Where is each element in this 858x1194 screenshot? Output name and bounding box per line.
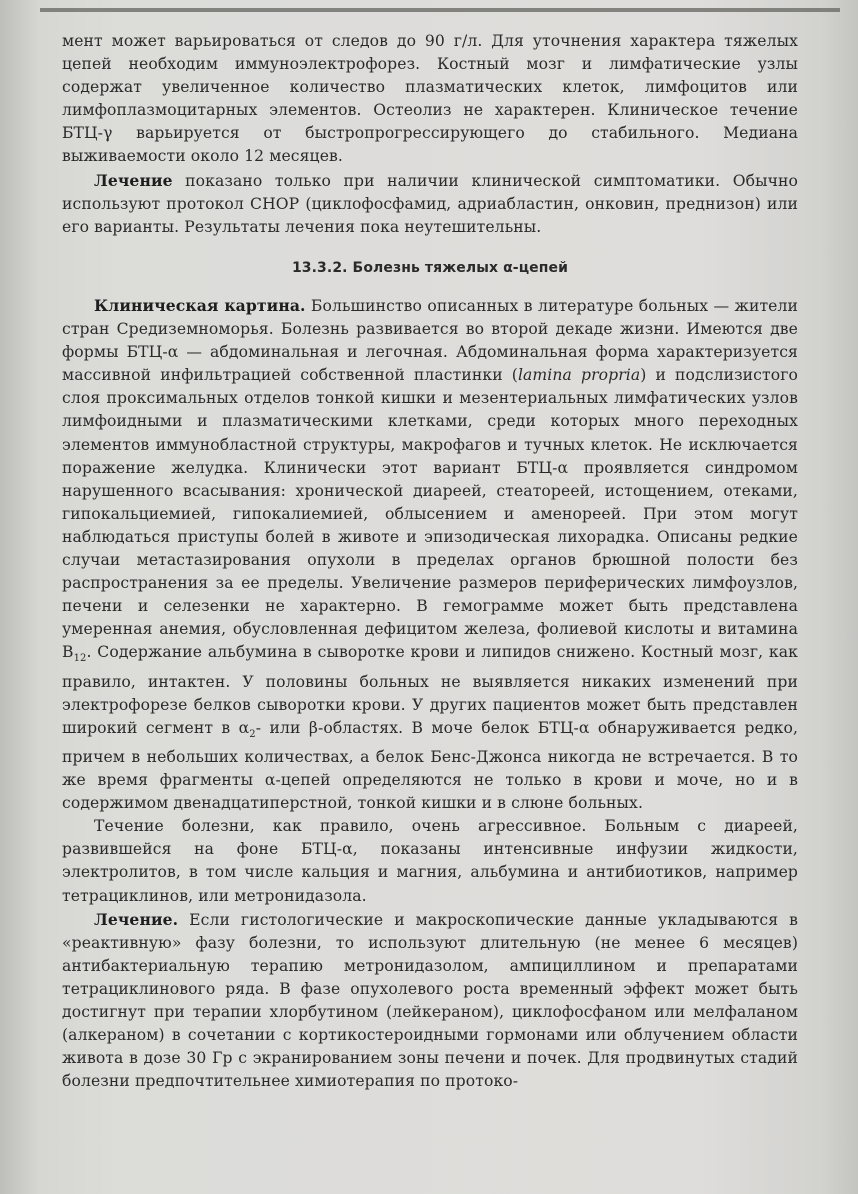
subscript-12: 12	[73, 653, 87, 665]
treatment-lead-2: Лечение.	[94, 909, 179, 929]
latin-term: lamina propria	[517, 366, 641, 385]
page-text	[62, 30, 798, 1093]
treatment-lead: Лечение	[94, 170, 173, 190]
paragraph-4: Течение болезни, как правило, очень агрессивное. Больным с диареей, развившейся на фоне БТЦ-α, показаны интенсивные инфузии жидкости, электролитов, в том числе кальция и магния, альбумина и антибиотиков, например тетрациклинов, или метронидазола.	[62, 817, 798, 905]
paragraph-2: Лечение показано только при наличии клинической симптоматики. Обычно используют протокол CHOP (циклофосфамид, адриабластин, онковин, преднизон) или его варианты. Результаты лечения пока неутешительны.	[62, 170, 798, 236]
paragraph-3: Клиническая картина. Большинство описанных в литературе больных — жители стран Средиземноморья. Болезнь развивается во второй декаде жизни. Имеются две формы БТЦ-α — абдоминальная и легочная. Абдоминальная форма характеризуется массивной инфильтрацией собственной пластинки (lamina propria) и подслизистого слоя проксимальных отделов тонкой кишки и мезентериальных лимфатических узлов лимфоидными и плазматическими клетками, среди которых много переходных элементов иммунобластной структуры, макрофагов и тучных клеток. Не исключается поражение желудка. Клинически этот вариант БТЦ-α проявляется синдромом нарушенного всасывания: хронической диареей, стеатореей, истощением, отеками, гипокальциемией, гипокалиемией, облысением и аменореей. При этом могут наблюдаться приступы болей в животе и эпизодическая лихорадка. Описаны редкие случаи метастазирования опухоли в пределах органов брюшной полости без распространения за ее пределы. Увеличение размеров периферических лимфоузлов, печени и селезенки не характерно. В гемограмме может быть представлена умеренная анемия, обусловленная дефицитом железа, фолиевой кислоты и витамина $B_{12}$. Содержание альбумина в сыворотке крови и липидов снижено. Костный мозг, как правило, интактен. У половины больных не выявляется никаких изменений при электрофорезе белков сыворотки крови. У других пациентов может быть представлен широкий сегмент в $\alpha_2-$ или β-областях. В моче белок БТЦ-α обнаруживается редко, причем в небольших количествах, а белок Бенс-Джонса никогда не встречается. В то же время фрагменты α-цепей определяются не только в крови и моче, но и в содержимом двенадцатиперстной, тонкой кишки и в слюне больных.	[62, 295, 799, 813]
clinical-lead: Клиническая картина.	[94, 295, 306, 315]
top-rule	[40, 8, 840, 12]
paragraph-5: Лечение. Если гистологические и макроскопические данные укладываются в «реактивную» фазу болезни, то используют длительную (не менее 6 месяцев) антибактериальную терапию метронидазолом, ампициллином и препаратами тетрациклинового ряда. В фазе опухолевого роста временный эффект может быть достигнут при терапии хлорбутином (лейкераном), циклофосфаном или мелфаланом (алкераном) в сочетании с кортикостероидными гормонами или облучением области живота в дозе 30 Гр с экранированием зоны печени и почек. Для продвинутых стадий болезни предпочтительнее химиотерапия по протоко-	[62, 909, 798, 1091]
section-heading: 13.3.2. Болезнь тяжелых α-цепей	[291, 259, 569, 276]
paragraph-1: мент может варьироваться от следов до 90 г/л. Для уточнения характера тяжелых цепей необходим иммуноэлектрофорез. Костный мозг и лимфатические узлы содержат увеличенное количество плазматических клеток, лимфоцитов или лимфоплазмоцитарных элементов. Остеолиз не характерен. Клиническое течение БТЦ-γ варьируется от быстропрогрессирующего до стабильного. Медиана выживаемости около 12 месяцев.	[62, 32, 798, 166]
subscript-2: 2	[249, 728, 256, 740]
